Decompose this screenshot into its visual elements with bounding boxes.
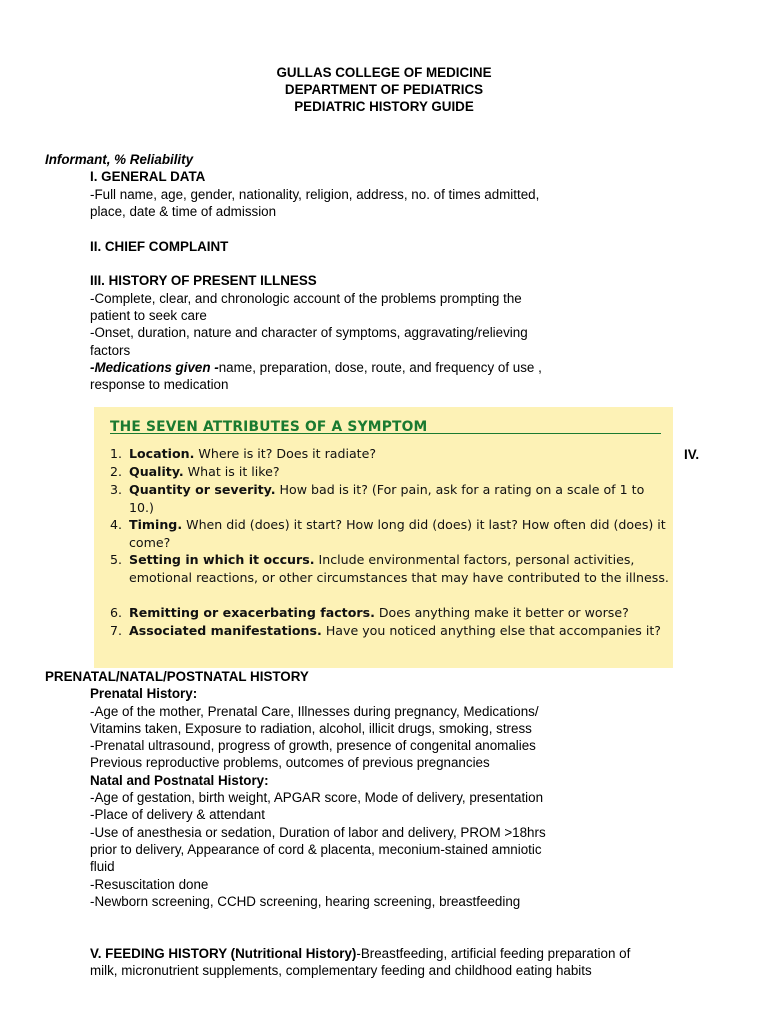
attribute-number: 2.: [110, 464, 123, 479]
medications-line: [90, 359, 542, 376]
hpi-line: -Complete, clear, and chronologic account of the problems prompting the: [90, 291, 522, 306]
attribute-description: Does anything make it better or worse?: [374, 605, 629, 620]
document-title: PEDIATRIC HISTORY GUIDE: [294, 99, 474, 114]
chief-complaint-heading: II. CHIEF COMPLAINT: [90, 239, 229, 254]
prenatal-history-heading: Prenatal History:: [90, 686, 198, 701]
attribute-name: Associated manifestations.: [129, 623, 322, 638]
natal-line: -Newborn screening, CCHD screening, hearing screening, breastfeeding: [90, 894, 521, 909]
feeding-history-heading: V. FEEDING HISTORY (Nutritional History): [90, 946, 357, 961]
medications-line-2: response to medication: [90, 377, 229, 392]
medications-label: -Medications given -: [90, 360, 219, 375]
feeding-history-line-2: milk, micronutrient supplements, complementary feeding and childhood eating habits: [90, 963, 592, 978]
hpi-line: patient to seek care: [90, 308, 207, 323]
medications-text: name, preparation, dose, route, and frequency of use ,: [218, 360, 542, 375]
attribute-description: What is it like?: [183, 464, 280, 479]
attribute-number: 7.: [110, 623, 123, 638]
general-data-heading: I. GENERAL DATA: [90, 169, 206, 184]
natal-line: fluid: [90, 859, 115, 874]
general-data-line: -Full name, age, gender, nationality, religion, address, no. of times admitted,: [90, 187, 540, 202]
attribute-description: Where is it? Does it radiate?: [194, 446, 377, 461]
prenatal-line: -Age of the mother, Prenatal Care, Illnesses during pregnancy, Medications/: [90, 704, 539, 719]
prenatal-natal-heading: PRENATAL/NATAL/POSTNATAL HISTORY: [45, 669, 309, 684]
attribute-number: 6.: [110, 605, 123, 620]
prenatal-line: -Prenatal ultrasound, progress of growth, presence of congenital anomalies: [90, 738, 536, 753]
natal-line: prior to delivery, Appearance of cord & placenta, meconium-stained amniotic: [90, 842, 542, 857]
feeding-history-text: -Breastfeeding, artificial feeding preparation of: [356, 946, 631, 961]
attribute-description: When did (does) it start? How long did (does) it last? How often did (does) it come?: [129, 517, 666, 550]
natal-postnatal-heading: Natal and Postnatal History:: [90, 773, 269, 788]
section-iv-numeral: IV.: [684, 447, 700, 462]
attribute-description: Have you noticed anything else that accompanies it?: [321, 623, 661, 638]
natal-line: -Place of delivery & attendant: [90, 807, 265, 822]
seven-attributes-box: [94, 407, 673, 668]
attribute-number: 3.: [110, 482, 123, 497]
attribute-description: How bad is it? (For pain, ask for a rating on a scale of 1 to 10.): [129, 482, 645, 515]
attribute-name: Quantity or severity.: [129, 482, 276, 497]
attribute-name: Timing.: [129, 517, 183, 532]
feeding-history-line: [90, 945, 630, 962]
prenatal-line: Vitamins taken, Exposure to radiation, alcohol, illicit drugs, smoking, stress: [90, 721, 532, 736]
department-name: DEPARTMENT OF PEDIATRICS: [284, 82, 484, 97]
attribute-description: Include environmental factors, personal activities, emotional reactions, or other circumstances that may have contributed to the illness.: [129, 552, 669, 585]
prenatal-line: Previous reproductive problems, outcomes of previous pregnancies: [90, 755, 490, 770]
attribute-number: 5.: [110, 552, 123, 567]
attribute-name: Setting in which it occurs.: [129, 552, 315, 567]
natal-line: -Age of gestation, birth weight, APGAR score, Mode of delivery, presentation: [90, 790, 544, 805]
attribute-name: Location.: [129, 446, 195, 461]
informant-label: Informant, % Reliability: [45, 152, 194, 167]
hpi-line: -Onset, duration, nature and character of symptoms, aggravating/relieving: [90, 325, 528, 340]
title-underline: [110, 433, 661, 434]
hpi-line: factors: [90, 343, 131, 358]
attribute-number: 1.: [110, 446, 123, 461]
hpi-heading: III. HISTORY OF PRESENT ILLNESS: [90, 273, 317, 288]
attribute-name: Quality.: [129, 464, 184, 479]
general-data-line: place, date & time of admission: [90, 204, 277, 219]
college-name: GULLAS COLLEGE OF MEDICINE: [276, 65, 492, 80]
natal-line: -Resuscitation done: [90, 877, 209, 892]
attribute-name: Remitting or exacerbating factors.: [129, 605, 375, 620]
attribute-number: 4.: [110, 517, 123, 532]
natal-line: -Use of anesthesia or sedation, Duration of labor and delivery, PROM >18hrs: [90, 825, 546, 840]
seven-attributes-title: THE SEVEN ATTRIBUTES OF A SYMPTOM: [110, 419, 428, 435]
